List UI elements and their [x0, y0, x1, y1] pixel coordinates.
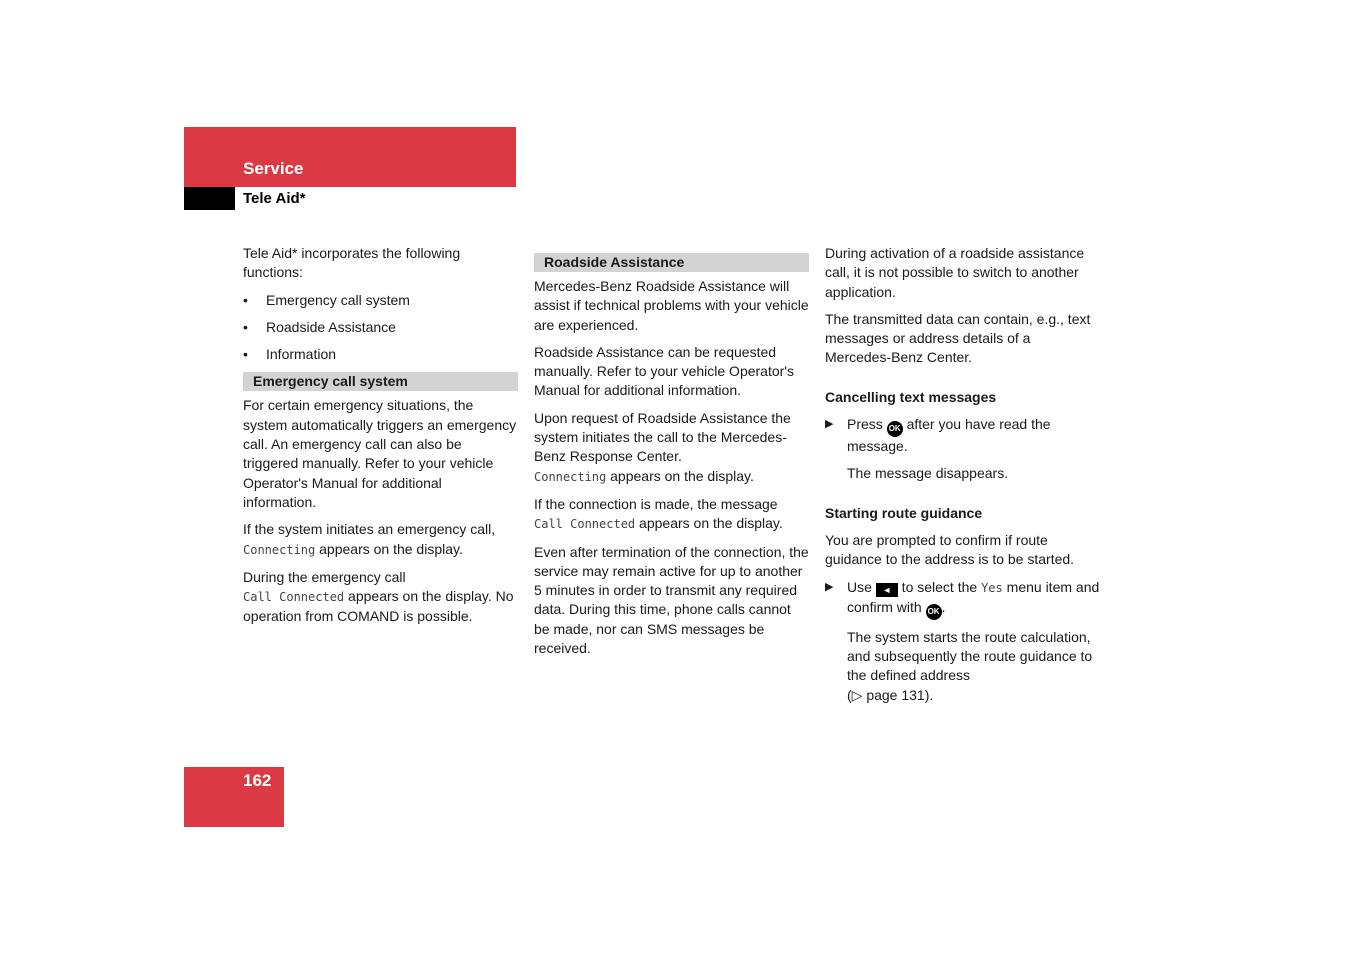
text: appears on the display.	[315, 540, 463, 557]
page-number: 162	[243, 771, 272, 790]
list-item: • Information	[243, 345, 518, 364]
text: .	[941, 598, 946, 615]
column-2	[534, 244, 809, 666]
text: menu item and confirm with	[847, 578, 1100, 615]
emergency-paragraph: For certain emergency situations, the system automatically triggers an emergency call. An emergency call can also be triggered manually. Refer to your vehicle Operator's Manual for additional information.	[243, 397, 517, 510]
function-list	[243, 291, 518, 365]
step-arrow-icon: ▶	[825, 418, 834, 431]
subsection-title: Tele Aid*	[243, 190, 306, 207]
step-arrow-icon: ▶	[825, 580, 834, 593]
text: to select the	[897, 578, 982, 595]
roadside-paragraph-3	[534, 409, 809, 487]
roadside-paragraph-1: Mercedes-Benz Roadside Assistance will assist if technical problems with your vehicle are experienced.	[534, 278, 809, 333]
text: Upon request of Roadside Assistance the system initiates the call to the Mercedes-Benz Response Center.	[534, 409, 791, 465]
cancel-step	[825, 415, 1100, 456]
text: Use	[847, 578, 876, 595]
route-step	[825, 578, 1100, 620]
emergency-initiate-paragraph	[243, 520, 518, 560]
section-title: Service	[243, 159, 304, 178]
column-1	[243, 244, 518, 635]
header-band	[184, 127, 516, 187]
text: The system starts the route calculation, and subsequently the route guidance to the defined address	[847, 628, 1093, 684]
emergency-heading: Emergency call system	[243, 372, 518, 391]
roadside-paragraph-4	[534, 495, 809, 535]
display-code: Connecting	[534, 469, 607, 484]
page-reference: (▷ page 131).	[847, 686, 934, 703]
emergency-during-paragraph	[243, 568, 518, 627]
text: Press	[847, 416, 887, 433]
activation-paragraph: During activation of a roadside assistance call, it is not possible to switch to another application.	[825, 245, 1085, 300]
transmitted-data-paragraph: The transmitted data can contain, e.g., text messages or address details of a Mercedes-Benz Center.	[825, 310, 1091, 366]
ok-button-icon: OK	[887, 421, 903, 437]
text: appears on the display.	[635, 515, 783, 532]
text: If the connection is made, the message	[534, 495, 778, 512]
left-arrow-button-icon: ◄	[876, 583, 898, 597]
roadside-heading: Roadside Assistance	[534, 253, 809, 272]
roadside-paragraph-5: Even after termination of the connection, the service may remain active for up to another 5 minutes in order to transmit any required data. During this time, phone calls cannot be made, nor can SMS messages be received.	[534, 543, 809, 657]
text: after you have read the message.	[847, 416, 1051, 455]
intro-text: Tele Aid* incorporates the following functions:	[243, 245, 461, 281]
list-item: • Emergency call system	[243, 291, 518, 310]
ok-button-icon: OK	[926, 604, 942, 620]
column-3	[825, 244, 1100, 713]
list-item: • Roadside Assistance	[243, 318, 518, 337]
cancel-result: The message disappears.	[847, 465, 1009, 482]
route-result	[825, 628, 1100, 705]
display-code: Connecting	[243, 542, 316, 557]
route-heading: Starting route guidance	[825, 504, 983, 521]
display-code: Call Connected	[534, 517, 636, 532]
section-tab-marker	[184, 187, 235, 210]
cancel-heading: Cancelling text messages	[825, 388, 997, 405]
text: appears on the display. No operation from COMAND is possible.	[243, 588, 514, 625]
text: appears on the display.	[606, 467, 754, 484]
text: If the system initiates an emergency call,	[243, 521, 496, 538]
route-paragraph: You are prompted to confirm if route guidance to the address is to be started.	[825, 531, 1075, 568]
text: During the emergency call	[243, 568, 406, 585]
display-code: Call Connected	[243, 590, 345, 605]
roadside-paragraph-2: Roadside Assistance can be requested manually. Refer to your vehicle Operator's Manual for additional information.	[534, 343, 794, 399]
display-code: Yes	[981, 580, 1003, 595]
